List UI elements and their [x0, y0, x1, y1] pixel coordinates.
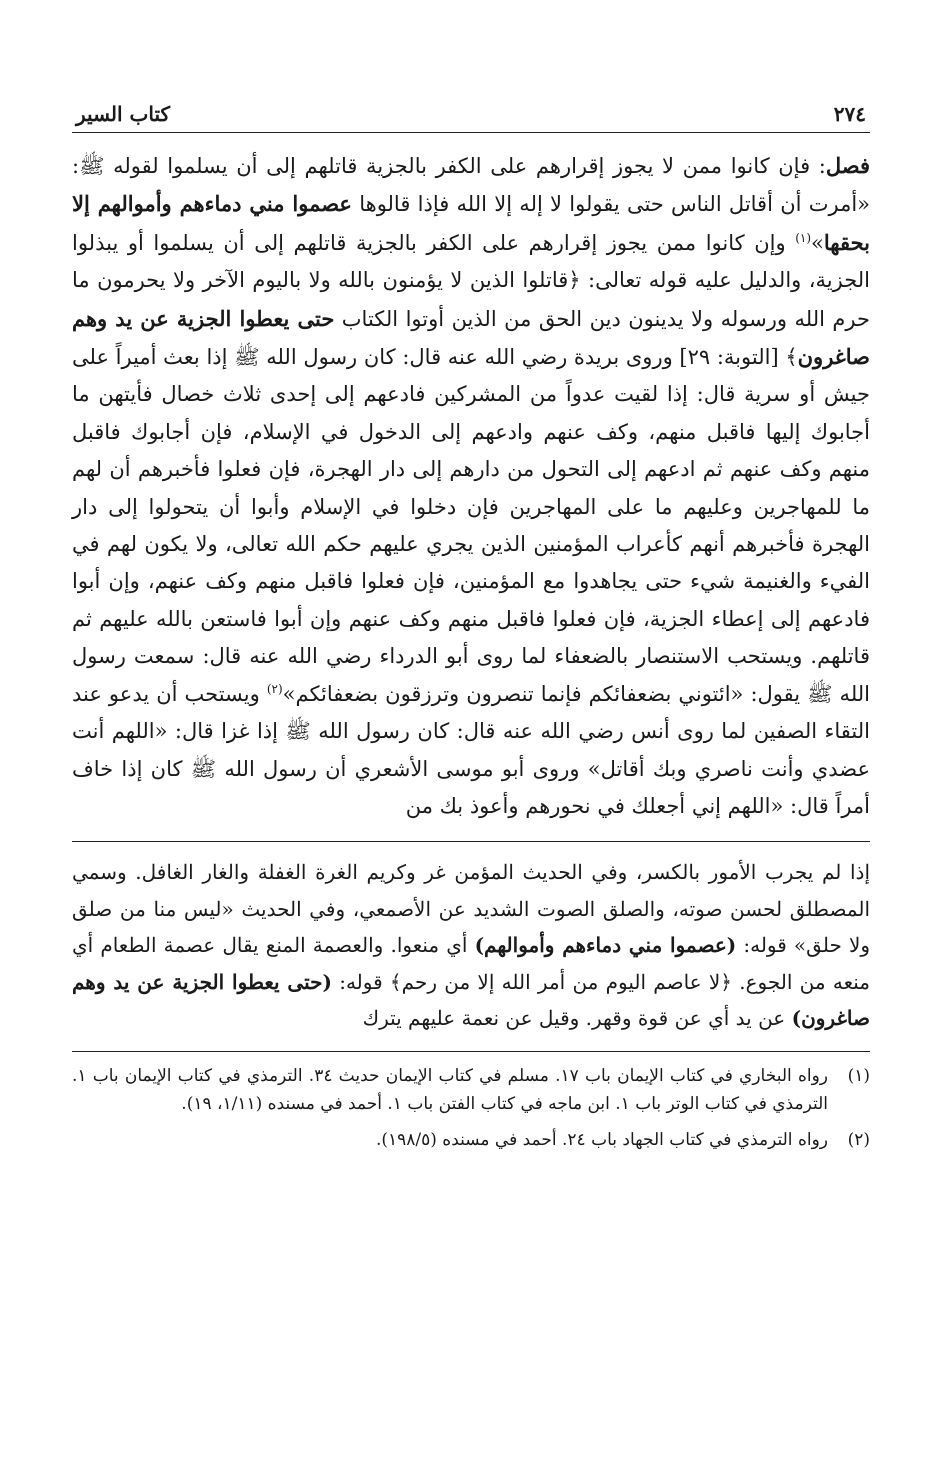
commentary-divider: [72, 841, 870, 842]
document-page: [72, 96, 870, 1162]
footnote-1: [72, 1062, 870, 1118]
commentary-section: [72, 854, 870, 1037]
running-header: [72, 96, 870, 133]
text-run: وإن كانوا ممن يجوز إقرارهم على الكفر بالجزية قاتلهم إلى أن يسلموا أو يبذلوا الجزية، والدليل عليه قوله تعالى: ﴿قاتلوا الذين لا يؤمنون بالله ولا باليوم الآخر ولا يحرمون ما حرم الله ورسوله ولا يدينون دين الحق من الذين أوتوا الكتاب: [72, 230, 870, 331]
footnote-text: رواه البخاري في كتاب الإيمان باب ١٧. مسلم في كتاب الإيمان حديث ٣٤. الترمذي في كتاب الإيمان باب ١. الترمذي في كتاب الوتر باب ١. ابن ماجه في كتاب الفتن باب ١. أحمد في مسنده (١/١١، ١٩).: [72, 1065, 828, 1114]
footnotes: [72, 1062, 870, 1154]
text-run: »: [811, 230, 824, 255]
text-run: ويستحب أن يدعو عند التقاء الصفين لما روى أنس رضي الله عنه قال: كان رسول الله ﷺ إذا غزا قال: «اللهم أنت عضدي وأنت ناصري وبك أقاتل» وروى أبو موسى الأشعري أن رسول الله ﷺ كان إذا خاف أمراً قال: «اللهم إني أجعلك في نحورهم وأعوذ بك من: [72, 681, 870, 818]
footnote-number: (١): [847, 1065, 870, 1086]
book-title: كتاب السير: [76, 102, 171, 126]
text-run: أي منعوا. والعصمة المنع يقال عصمة الطعام أي منعه من الجوع. ﴿لا عاصم اليوم من أمر الله إلا من رحم﴾ قوله:: [72, 933, 870, 994]
text-run: ﴾ [التوبة: ٢٩] وروى بريدة رضي الله عنه قال: كان رسول الله ﷺ إذا بعث أميراً على جيش أو سرية قال: إذا لقيت عدواً من المشركين فادعهم إلى إحدى ثلاث خصال فأيتهن ما أجابوك إليها فاقبل منهم، وكف عنهم وادعهم إلى الدخول في الإسلام، فإن أجابوك فاقبل منهم وكف عنهم ثم ادعهم إلى التحول من دارهم إلى دار الهجرة، فإن فعلوا فأخبرهم أن لهم ما للمهاجرين وعليهم ما على المهاجرين فإن دخلوا في الإسلام وأبوا أن يتحولوا إلى دار الهجرة فأخبرهم أنهم كأعراب المؤمنين الذين يجري عليهم حكم الله تعالى، ولا يكون لهم في الفيء والغنيمة شيء حتى يجاهدوا مع المؤمنين، فإن فعلوا فاقبل منهم وكف عنهم، وإن أبوا فادعهم إلى إعطاء الجزية، فإن فعلوا فاقبل منهم وكف عنهم وإن أبوا فاستعن بالله عليهم ثم قاتلهم. ويستحب الاستنصار بالضعفاء لما روى أبو الدرداء رضي الله عنه قال: سمعت رسول الله ﷺ يقول: «ائتوني بضعفائكم فإنما تنصرون وترزقون بضعفائكم»: [72, 345, 870, 706]
footnote-text: رواه الترمذي في كتاب الجهاد باب ٢٤. أحمد في مسنده (١٩٨/٥).: [375, 1129, 828, 1150]
bold-phrase: عصموا مني دماءهم وأموالهم إلا بحقها: [72, 191, 870, 255]
page-number: ٢٧٤: [833, 102, 866, 126]
footnote-divider: [72, 1051, 870, 1052]
text-run: عن يد أي عن قوة وقهر. وقيل عن نعمة عليهم يترك: [362, 1006, 792, 1031]
footnote-2: [72, 1126, 870, 1154]
footnote-ref-1[interactable]: (١): [795, 230, 812, 245]
footnote-ref-2[interactable]: (٢): [266, 681, 283, 696]
text-run: إذا لم يجرب الأمور بالكسر، وفي الحديث المؤمن غر وكريم الغرة الغفلة والغار الغافل. وسمي المصطلق لحسن صوته، والصلق الصوت الشديد عن الأصمعي، وفي الحديث «ليس منا من صلق ولا حلق» قوله:: [72, 860, 871, 958]
footnote-number: (٢): [847, 1129, 870, 1150]
commentary-paragraph: [72, 854, 870, 1037]
section-label: فصل: [825, 153, 870, 178]
bold-phrase: (عصموا مني دماءهم وأموالهم): [474, 933, 737, 958]
text-run: : فإن كانوا ممن لا يجوز إقرارهم على الكفر بالجزية قاتلهم إلى أن يسلموا لقوله ﷺ: «أمرت أن أقاتل الناس حتى يقولوا لا إله إلا الله فإذا قالوها: [72, 154, 871, 217]
main-paragraph: [72, 147, 870, 825]
bold-phrase: حتى يعطوا الجزية عن يد وهم صاغرون: [72, 305, 870, 370]
bold-phrase: (حتى يعطوا الجزية عن يد وهم صاغرون): [72, 969, 870, 1031]
main-text: [72, 147, 870, 825]
